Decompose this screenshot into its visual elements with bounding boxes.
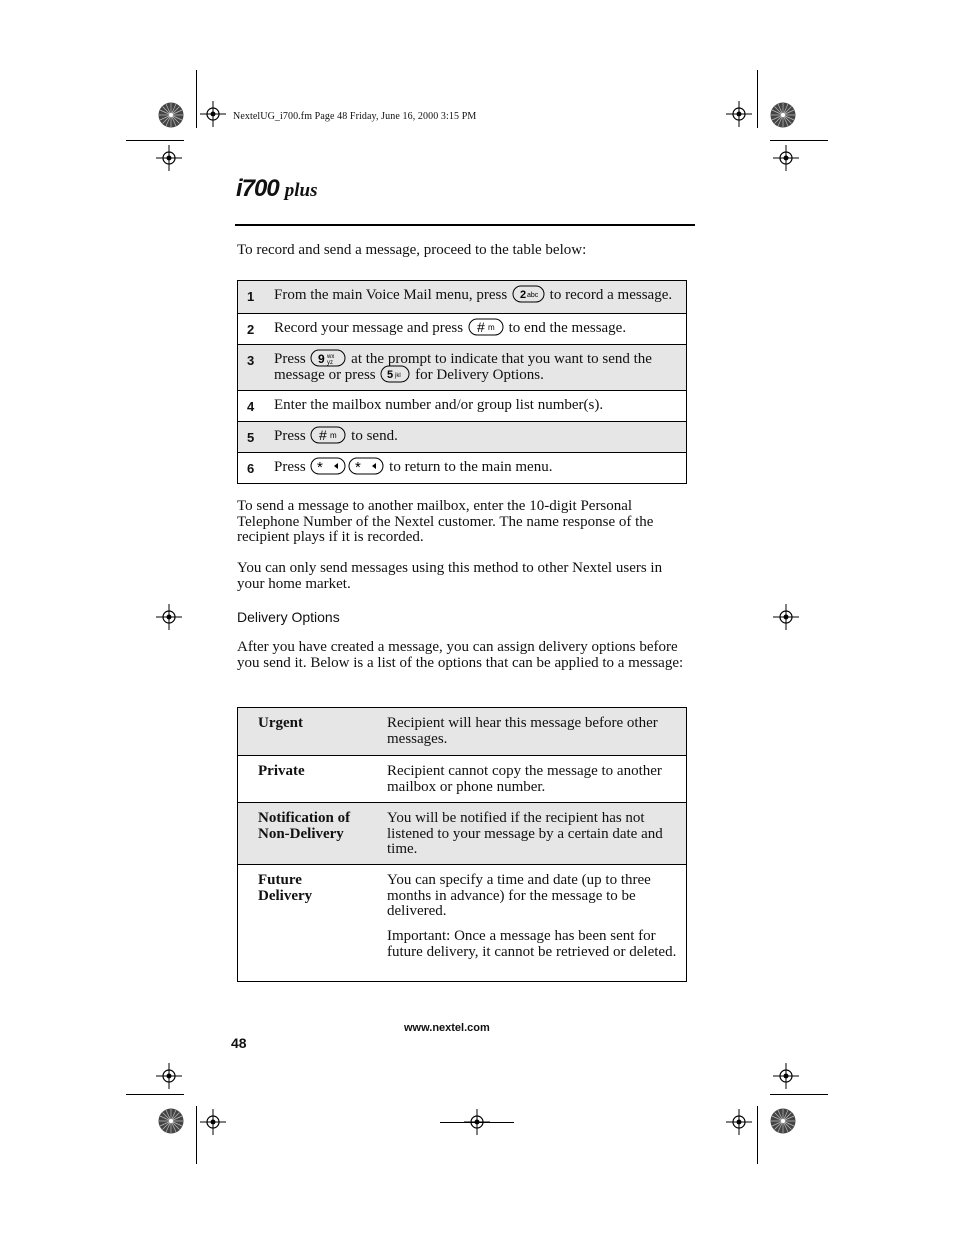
step-number: 1 [247, 289, 255, 304]
registration-mark-icon [156, 604, 182, 630]
mailbox-paragraph: To send a message to another mailbox, enter the 10-digit Personal Telephone Number of the Nextel customer. The name response of the recipient plays if it is recorded. [237, 498, 654, 546]
registration-mark-icon [773, 145, 799, 171]
svg-text:yz: yz [327, 360, 334, 367]
steps-table [237, 280, 687, 484]
step-number: 3 [247, 353, 255, 368]
step-text [274, 453, 686, 483]
option-description-text: Recipient will hear this message before other messages. [387, 715, 658, 747]
9wxyz-key-icon [310, 349, 346, 367]
svg-text:*: * [355, 459, 362, 476]
option-description [387, 708, 686, 755]
2abc-key-icon [512, 285, 545, 303]
file-header: NextelUG_i700.fm Page 48 Friday, June 16, 2000 3:15 PM [233, 111, 477, 122]
pound-key-icon [310, 426, 346, 444]
registration-mark-icon [200, 101, 226, 127]
option-description-text: You can specify a time and date (up to three months in advance) for the message to be delivered. [387, 872, 651, 920]
i700-plus-logo [236, 175, 331, 207]
step-text-part: Press [274, 459, 306, 475]
step-number: 5 [247, 430, 255, 445]
option-description-text: You will be notified if the recipient has not listened to your message by a certain date and time. [387, 810, 663, 858]
delivery-options-heading: Delivery Options [237, 609, 340, 625]
svg-text:jkl: jkl [395, 372, 402, 379]
header-rule [235, 224, 695, 226]
delivery-intro-paragraph: After you have created a message, you can assign delivery options before you send it. Below is a list of the options that can be applied to a message: [237, 639, 684, 671]
step-text [274, 345, 686, 390]
step-text [274, 391, 686, 421]
option-important-note: Important: Once a message has been sent for future delivery, it cannot be retrieved or deleted. [387, 928, 677, 960]
step-text-part: Enter the mailbox number and/or group list number(s). [274, 397, 604, 413]
registration-mark-icon [156, 145, 182, 171]
step-text-part: From the main Voice Mail menu, press [274, 287, 508, 303]
option-description [387, 803, 686, 864]
option-row [238, 755, 686, 802]
intro-text: To record and send a message, proceed to the table below: [237, 242, 587, 258]
starburst-target-icon [770, 102, 796, 128]
option-name: Private [258, 763, 305, 779]
footer-url: www.nextel.com [404, 1022, 490, 1034]
svg-text:9: 9 [318, 352, 326, 367]
step-row [238, 344, 686, 390]
registration-mark-icon [200, 1109, 226, 1135]
option-name: Future Delivery [258, 872, 313, 904]
step-text [274, 314, 686, 344]
step-row [238, 313, 686, 344]
pound-key-icon [468, 318, 504, 336]
svg-text:wx: wx [327, 354, 335, 361]
option-row [238, 864, 686, 981]
option-description-text: Recipient cannot copy the message to another mailbox or phone number. [387, 763, 662, 795]
step-text [274, 422, 686, 452]
star-key-icon [348, 457, 384, 475]
option-name: Notification of Non-Delivery [258, 810, 351, 842]
delivery-options-table [237, 707, 687, 982]
5jkl-key-icon [380, 365, 410, 383]
svg-text:abc: abc [526, 292, 539, 300]
page-number: 48 [231, 1035, 247, 1051]
step-row [238, 281, 686, 313]
starburst-target-icon [158, 102, 184, 128]
step-text-part: at the prompt to indicate that you want to send the message or press [274, 351, 652, 383]
star-key-icon [310, 457, 346, 475]
starburst-target-icon [770, 1108, 796, 1134]
step-text-part: Press [274, 428, 306, 444]
registration-mark-icon [726, 101, 752, 127]
step-text-part: Press [274, 351, 306, 367]
step-row [238, 421, 686, 452]
svg-text:*: * [317, 459, 324, 476]
svg-text:#: # [476, 319, 485, 336]
registration-mark-icon [773, 1063, 799, 1089]
home-market-paragraph: You can only send messages using this method to other Nextel users in your home market. [237, 560, 663, 592]
registration-mark-icon [773, 604, 799, 630]
option-row [238, 802, 686, 864]
svg-text:2: 2 [519, 289, 527, 302]
step-number: 4 [247, 399, 255, 414]
option-name: Urgent [258, 715, 303, 731]
step-text-part: to return to the main menu. [389, 459, 553, 475]
step-text-part: to send. [351, 428, 398, 444]
step-text-part: to end the message. [508, 320, 627, 336]
step-text [274, 281, 686, 313]
registration-mark-icon [726, 1109, 752, 1135]
step-number: 6 [247, 461, 255, 476]
step-number: 2 [247, 322, 255, 337]
svg-text:m: m [487, 323, 495, 333]
step-text-part: Record your message and press [274, 320, 464, 336]
svg-text:m: m [330, 431, 338, 441]
option-description [387, 756, 686, 802]
step-row [238, 390, 686, 421]
svg-text:5: 5 [387, 368, 394, 381]
option-description [387, 865, 686, 981]
starburst-target-icon [158, 1108, 184, 1134]
registration-mark-icon [156, 1063, 182, 1089]
option-row [238, 708, 686, 755]
logo-suffix: plus [284, 180, 318, 201]
step-text-part: to record a message. [549, 287, 673, 303]
step-row [238, 452, 686, 483]
step-text-part: for Delivery Options. [415, 366, 544, 383]
svg-text:#: # [319, 427, 328, 444]
logo-text: i700 [236, 175, 279, 202]
